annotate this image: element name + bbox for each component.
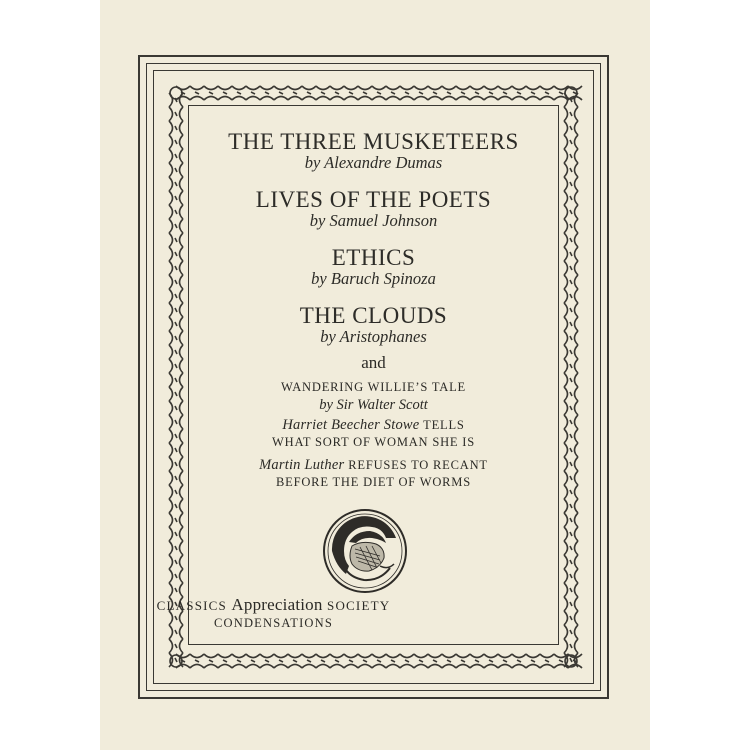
publisher-prefix: CLASSICS (156, 598, 227, 613)
extra-author-1: by Sir Walter Scott (319, 397, 428, 413)
publisher-suffix: SOCIETY (327, 598, 391, 613)
extra-line-2b: WHAT SORT OF WOMAN SHE IS (272, 435, 475, 449)
publisher-emblem-icon (322, 508, 408, 594)
work-author-3: by Baruch Spinoza (311, 269, 436, 288)
title-page (100, 0, 650, 750)
work-author-2: by Samuel Johnson (309, 211, 438, 230)
work-title-2: LIVES OF THE POETS (255, 187, 492, 212)
extra-line-3b: BEFORE THE DIET OF WORMS (276, 475, 471, 489)
extra-rest-3: REFUSES TO RECANT (348, 458, 488, 472)
extra-rest-2: TELLS (423, 418, 465, 432)
extra-name-3: Martin Luther (259, 457, 345, 473)
work-author-4: by Aristophanes (320, 327, 427, 346)
publisher-line (90, 596, 457, 613)
extra-line-3a (190, 458, 557, 473)
series-name: CONDENSATIONS (213, 616, 334, 630)
extra-name-2: Harriet Beecher Stowe (282, 417, 420, 433)
work-author-1: by Alexandre Dumas (304, 153, 443, 172)
work-title-1: THE THREE MUSKETEERS (228, 129, 519, 154)
work-title-3: ETHICS (331, 245, 416, 270)
work-title-4: THE CLOUDS (299, 303, 448, 328)
extra-line-2a (190, 418, 557, 433)
extra-title-1: WANDERING WILLIE’S TALE (281, 380, 466, 394)
conjunction-and: and (361, 353, 386, 372)
publisher-middle: Appreciation (231, 595, 323, 614)
